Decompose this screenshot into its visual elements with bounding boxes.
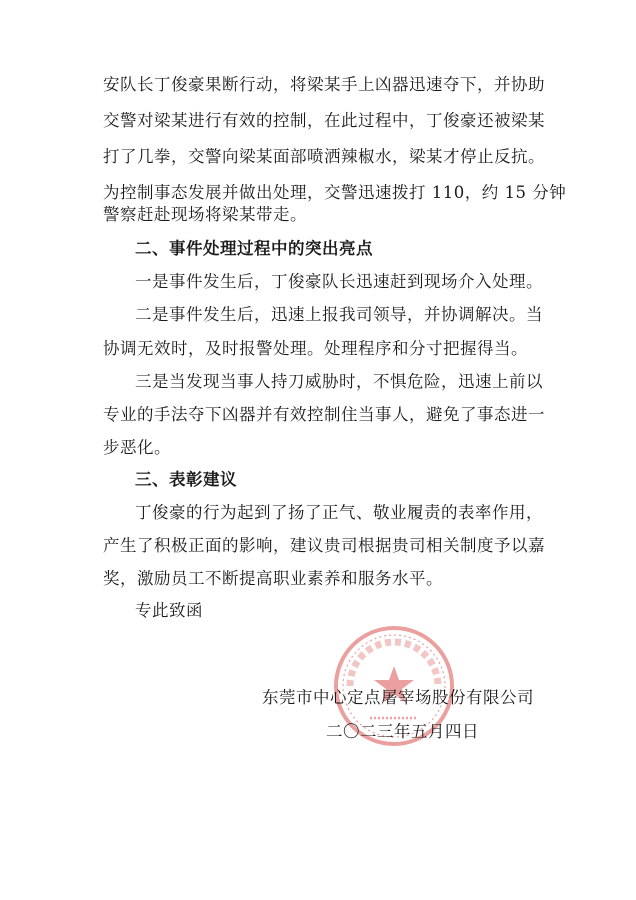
body-line: 为控制事态发展并做出处理，交警迅速拨打 110，约 15 分钟: [103, 183, 567, 202]
body-line: 交警对梁某进行有效的控制，在此过程中，丁俊豪还被梁某: [103, 111, 545, 130]
body-line: 三是当发现当事人持刀威胁时，不惧危险，迅速上前以: [135, 372, 543, 391]
closing-text: 专此致函: [135, 601, 203, 620]
signature-company: 东莞市中心定点屠宰场股份有限公司: [262, 688, 534, 707]
section-heading: 三、表彰建议: [135, 470, 237, 489]
body-line: 警察赶赴现场将梁某带走。: [103, 205, 307, 224]
section-heading: 二、事件处理过程中的突出亮点: [135, 239, 373, 258]
body-line: 一是事件发生后，丁俊豪队长迅速赶到现场介入处理。: [135, 272, 543, 291]
body-line: 打了几拳，交警向梁某面部喷洒辣椒水，梁某才停止反抗。: [103, 147, 545, 166]
body-line: 安队长丁俊豪果断行动，将梁某手上凶器迅速夺下，并协助: [103, 75, 545, 94]
body-line: 专业的手法夺下凶器并有效控制住当事人，避免了事态进一: [103, 405, 545, 424]
body-line: 协调无效时，及时报警处理。处理程序和分寸把握得当。: [103, 339, 528, 358]
body-line: 产生了积极正面的影响，建议贵司根据贵司相关制度予以嘉: [103, 536, 545, 555]
body-line: 二是事件发生后，迅速上报我司领导，并协调解决。当: [135, 305, 543, 324]
signature-date: 二〇二三年五月四日: [326, 722, 479, 741]
body-line: 步恶化。: [103, 438, 171, 457]
body-line: 丁俊豪的行为起到了扬了正气、敬业履责的表率作用，: [135, 503, 543, 522]
body-line: 奖，激励员工不断提高职业素养和服务水平。: [103, 569, 443, 588]
